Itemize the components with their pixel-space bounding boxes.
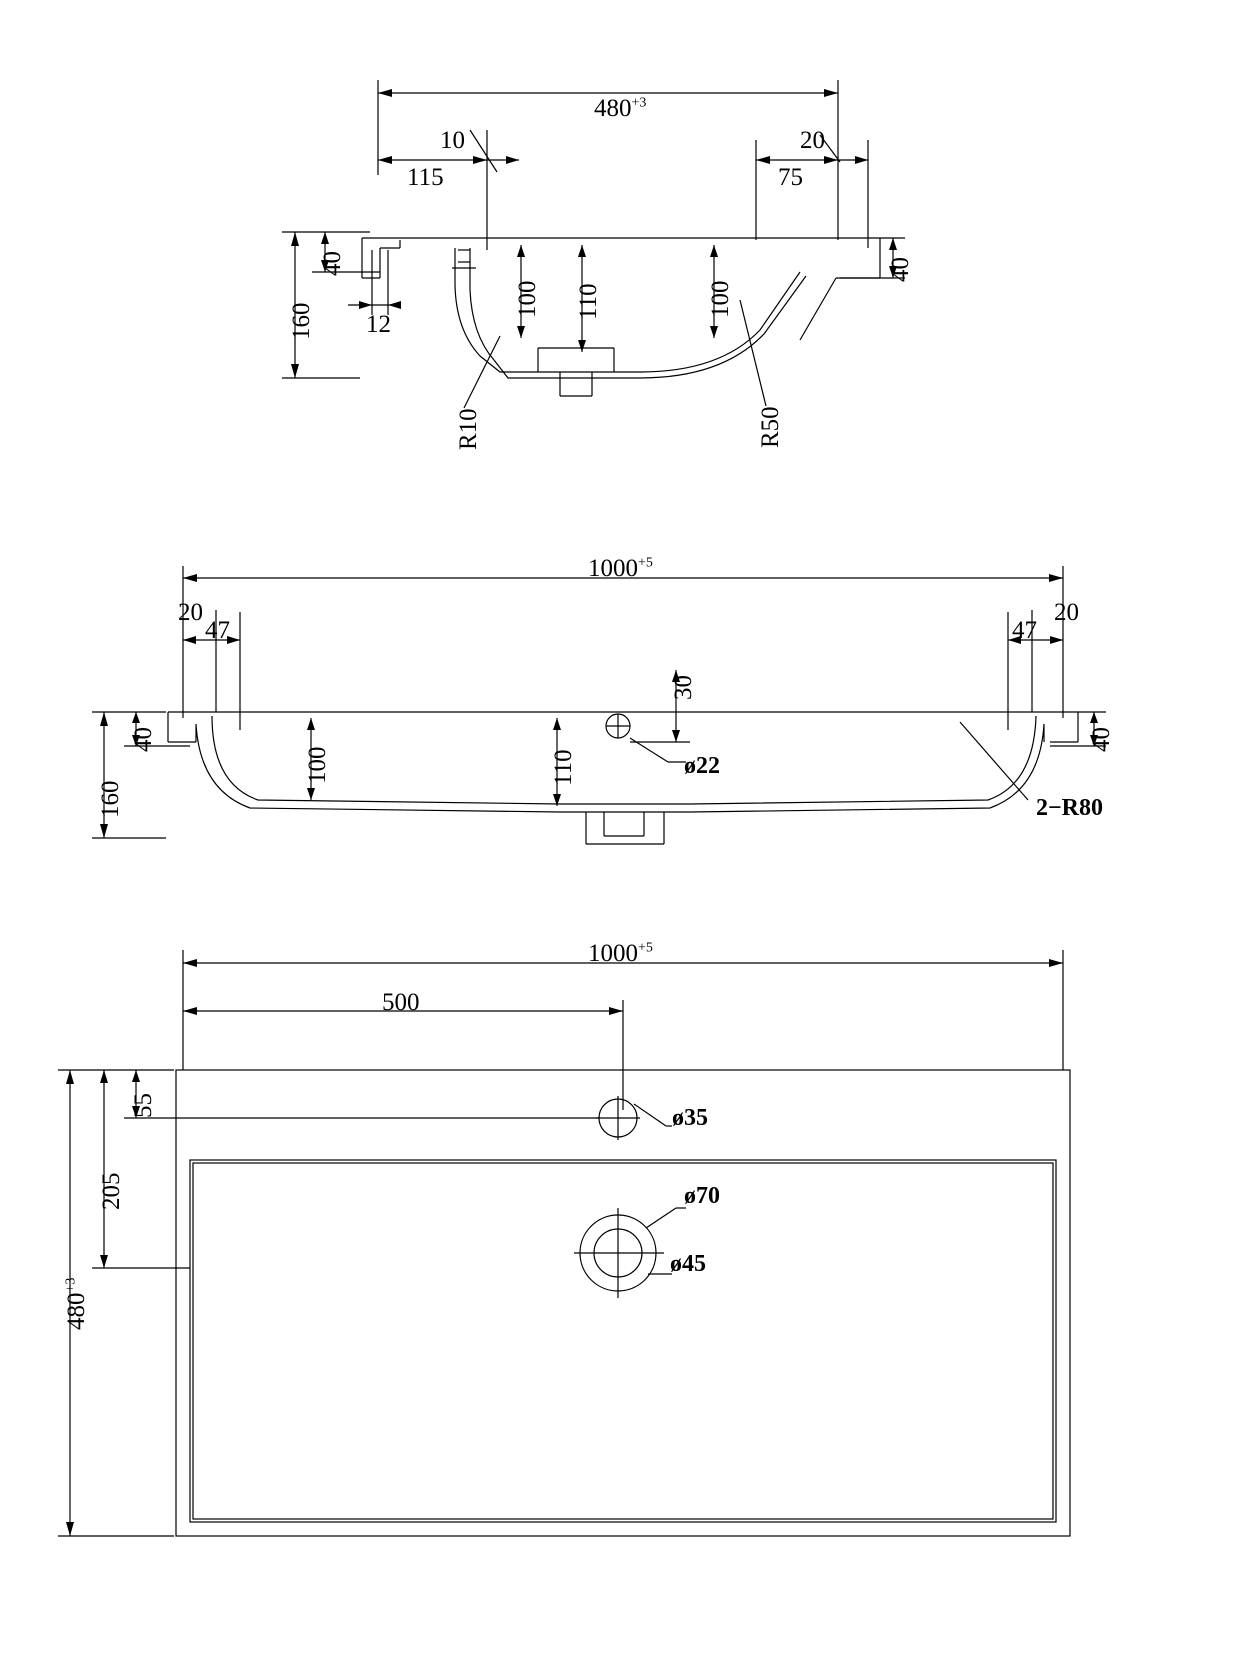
dim-label-115: 115 [407,164,444,191]
dim-label-20-right: 20 [800,127,825,154]
dim-label-1000-plan: $1000^{+5}$ [588,940,653,967]
dim-label-160-side: 160 [288,302,315,340]
dim-label-40-front-left: 40 [130,727,157,752]
front-section-geometry [92,566,1106,844]
radius-label-r10: R10 [455,408,482,450]
dim-label-20-front-left: 20 [178,599,203,626]
dim-label-110-side: 110 [575,283,602,320]
dim-label-160-front: 160 [97,780,124,818]
dim-label-1000-front: $1000^{+5}$ [588,555,653,582]
dim-label-47-front-left: 47 [205,617,230,644]
top-plan-geometry [58,950,1070,1536]
radius-label-r50: R50 [757,406,784,448]
dim-label-55: 55 [130,1093,157,1118]
dim-label-10: 10 [440,127,465,154]
hole-label-d22: ø22 [684,753,720,779]
dim-label-40-side-right: 40 [887,257,914,282]
dim-label-110-front: 110 [550,749,577,786]
dim-label-480-depth: $480^{+3}$ [594,95,647,122]
hole-label-d70: ø70 [684,1183,720,1209]
dim-label-500: 500 [382,989,420,1016]
dim-label-100-side-left: 100 [514,280,541,318]
hole-label-d35: ø35 [672,1105,708,1131]
dim-label-100-front: 100 [304,746,331,784]
dim-label-75: 75 [778,164,803,191]
dim-label-20-front-right: 20 [1054,599,1079,626]
dim-label-30: 30 [670,675,697,700]
dim-label-205: 205 [98,1172,125,1210]
dim-label-47-front-right: 47 [1012,617,1037,644]
radius-label-2r80: 2−R80 [1036,795,1104,821]
dim-label-40-side-left: 40 [319,251,346,276]
dim-label-12: 12 [366,311,391,338]
hole-label-d45: ø45 [670,1251,706,1277]
dim-label-480-plan: $480^{+3}$ [63,1277,90,1330]
dim-label-100-side-right: 100 [707,280,734,318]
dim-label-40-front-right: 40 [1088,727,1115,752]
